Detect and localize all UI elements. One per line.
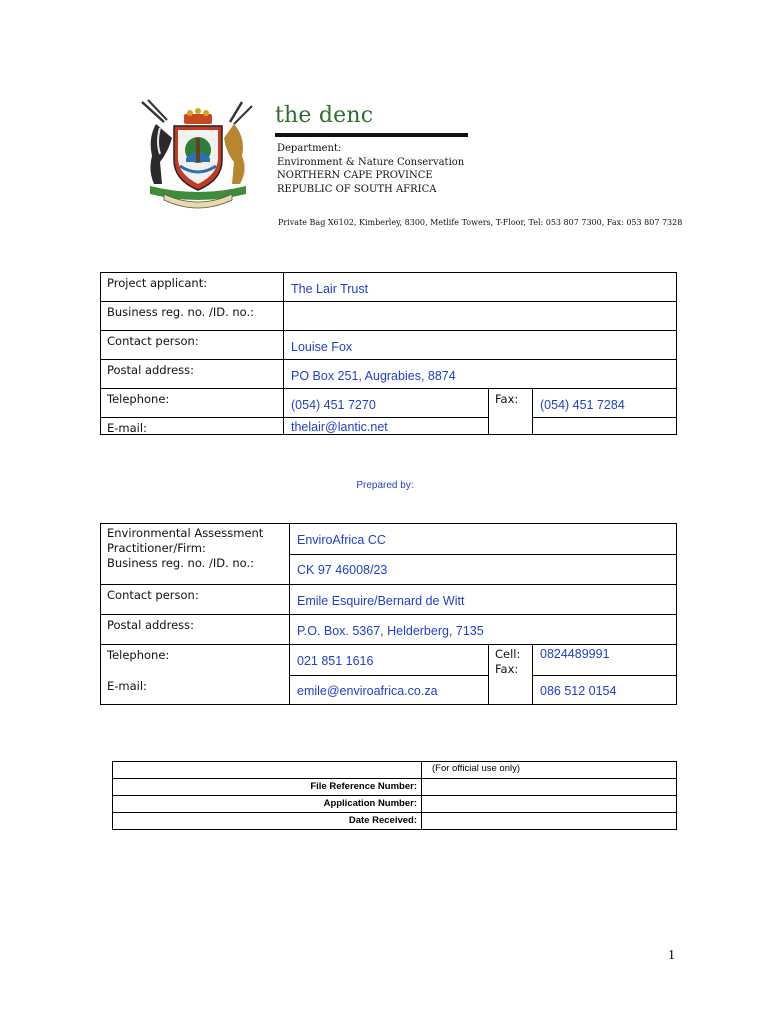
postal-address-value: P.O. Box. 5367, Helderberg, 7135 <box>297 624 484 638</box>
telephone-value: (054) 451 7270 <box>291 398 376 412</box>
eap-label-line2: Practitioner/Firm: <box>107 541 206 555</box>
fax-value: 086 512 0154 <box>540 684 617 698</box>
col-divider <box>532 644 533 705</box>
row-line <box>100 330 283 331</box>
row-line <box>532 675 677 676</box>
row-line <box>283 417 488 418</box>
col-divider <box>532 388 533 435</box>
title-rule <box>275 133 468 137</box>
cell-value: 0824489991 <box>540 647 610 661</box>
prepared-by-label: Prepared by: <box>356 480 414 491</box>
business-reg-value: CK 97 46008/23 <box>297 563 388 577</box>
email-value[interactable]: emile@enviroafrica.co.za <box>297 684 438 698</box>
row-line <box>283 301 677 302</box>
telephone-label: Telephone: <box>107 392 170 406</box>
denc-title: the denc <box>275 103 374 128</box>
contact-person-label: Contact person: <box>107 334 199 348</box>
col-divider <box>488 388 489 435</box>
project-applicant-label: Project applicant: <box>107 276 208 290</box>
page-number: 1 <box>668 948 675 963</box>
department-lines <box>277 142 464 196</box>
cell-label: Cell: <box>495 647 521 661</box>
email-label: E-mail: <box>107 679 147 693</box>
dept-line: NORTHERN CAPE PROVINCE <box>277 170 433 181</box>
date-received-label: Date Received: <box>348 815 417 826</box>
dept-line: Department: <box>277 143 342 154</box>
contact-person-label: Contact person: <box>107 588 199 602</box>
postal-address-label: Postal address: <box>107 363 195 377</box>
email-value[interactable]: thelair@lantic.net <box>291 420 388 434</box>
row-line <box>283 359 677 360</box>
postal-address-label: Postal address: <box>107 618 195 632</box>
project-applicant-value: The Lair Trust <box>291 282 369 296</box>
row-line <box>100 644 677 645</box>
business-reg-label: Business reg. no. /ID. no.: <box>107 556 255 570</box>
dept-line: REPUBLIC OF SOUTH AFRICA <box>277 183 437 195</box>
official-use-header: (For official use only) <box>432 763 520 774</box>
row-line <box>100 584 677 585</box>
email-label: E-mail: <box>107 421 147 435</box>
row-line <box>100 301 283 302</box>
row-line <box>100 614 677 615</box>
eap-value: EnviroAfrica CC <box>297 533 386 547</box>
contact-address-line: Private Bag X6102, Kimberley, 8300, Metlife Towers, T-Floor, Tel: 053 807 7300, Fax: 053 807 7328 <box>278 218 683 227</box>
telephone-value: 021 851 1616 <box>297 654 374 668</box>
row-line <box>289 675 488 676</box>
file-reference-label: File Reference Number: <box>310 781 417 792</box>
fax-value: (054) 451 7284 <box>540 398 625 412</box>
contact-person-value: Emile Esquire/Bernard de Witt <box>297 594 465 608</box>
coat-of-arms-icon <box>134 98 262 210</box>
col-divider <box>283 272 284 435</box>
row-line <box>532 417 677 418</box>
row-line <box>112 812 677 813</box>
dept-line: Environment & Nature Conservation <box>277 156 465 168</box>
row-line <box>112 778 677 779</box>
row-line <box>100 359 283 360</box>
eap-label-line1: Environmental Assessment <box>107 526 264 540</box>
application-number-label: Application Number: <box>323 798 417 809</box>
fax-label: Fax: <box>495 662 519 676</box>
row-line <box>283 388 677 389</box>
row-line <box>289 554 677 555</box>
fax-label: Fax: <box>495 392 519 406</box>
business-reg-label: Business reg. no. /ID. no.: <box>107 305 255 319</box>
row-line <box>100 388 283 389</box>
row-line <box>100 417 283 418</box>
row-line <box>283 330 677 331</box>
postal-address-value: PO Box 251, Augrabies, 8874 <box>291 369 456 383</box>
telephone-label: Telephone: <box>107 648 170 662</box>
col-divider <box>488 644 489 705</box>
row-line <box>112 795 677 796</box>
contact-person-value: Louise Fox <box>291 340 353 354</box>
